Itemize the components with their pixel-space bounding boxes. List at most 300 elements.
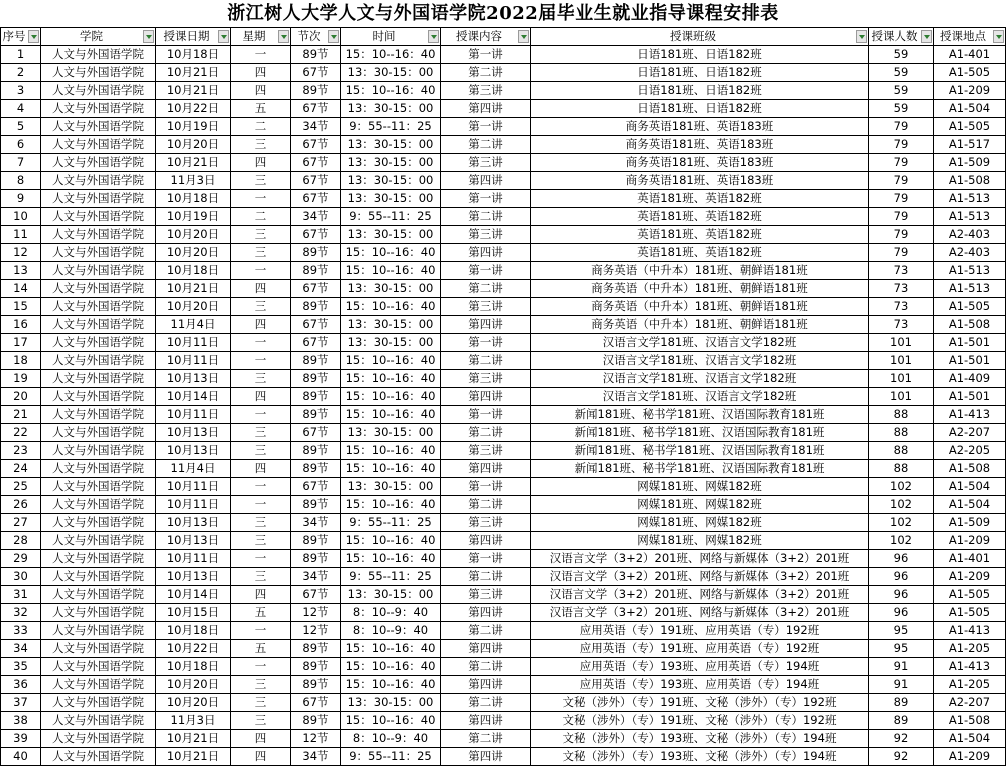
cell-room[interactable]: A1-504 <box>934 478 1006 496</box>
cell-count[interactable]: 88 <box>869 424 934 442</box>
cell-class[interactable]: 英语181班、英语182班 <box>531 190 869 208</box>
cell-college[interactable]: 人文与外国语学院 <box>41 622 156 640</box>
cell-class[interactable]: 日语181班、日语182班 <box>531 64 869 82</box>
cell-content[interactable]: 第四讲 <box>441 460 531 478</box>
cell-period[interactable]: 12节 <box>291 622 341 640</box>
filter-dropdown-icon[interactable] <box>856 30 867 43</box>
cell-college[interactable]: 人文与外国语学院 <box>41 46 156 64</box>
cell-period[interactable]: 67节 <box>291 136 341 154</box>
cell-weekday[interactable]: 三 <box>231 424 291 442</box>
cell-date[interactable]: 10月21日 <box>156 280 231 298</box>
cell-weekday[interactable]: 四 <box>231 730 291 748</box>
cell-date[interactable]: 10月22日 <box>156 100 231 118</box>
cell-date[interactable]: 10月11日 <box>156 334 231 352</box>
cell-college[interactable]: 人文与外国语学院 <box>41 298 156 316</box>
cell-college[interactable]: 人文与外国语学院 <box>41 424 156 442</box>
cell-time[interactable]: 13：30-15：00 <box>341 136 441 154</box>
cell-weekday[interactable]: 一 <box>231 658 291 676</box>
cell-weekday[interactable]: 四 <box>231 460 291 478</box>
cell-date[interactable]: 10月18日 <box>156 190 231 208</box>
cell-college[interactable]: 人文与外国语学院 <box>41 406 156 424</box>
filter-dropdown-icon[interactable] <box>428 30 439 43</box>
cell-content[interactable]: 第二讲 <box>441 694 531 712</box>
cell-period[interactable]: 34节 <box>291 568 341 586</box>
cell-index[interactable]: 31 <box>1 586 41 604</box>
cell-time[interactable]: 15：10--16：40 <box>341 640 441 658</box>
cell-weekday[interactable]: 三 <box>231 226 291 244</box>
cell-index[interactable]: 11 <box>1 226 41 244</box>
cell-date[interactable]: 10月21日 <box>156 748 231 766</box>
cell-room[interactable]: A1-401 <box>934 550 1006 568</box>
cell-content[interactable]: 第二讲 <box>441 424 531 442</box>
cell-time[interactable]: 15：10--16：40 <box>341 442 441 460</box>
cell-time[interactable]: 15：10--16：40 <box>341 388 441 406</box>
cell-college[interactable]: 人文与外国语学院 <box>41 532 156 550</box>
cell-weekday[interactable]: 二 <box>231 208 291 226</box>
cell-period[interactable]: 89节 <box>291 658 341 676</box>
cell-period[interactable]: 67节 <box>291 154 341 172</box>
cell-room[interactable]: A1-513 <box>934 208 1006 226</box>
cell-college[interactable]: 人文与外国语学院 <box>41 100 156 118</box>
cell-college[interactable]: 人文与外国语学院 <box>41 676 156 694</box>
cell-index[interactable]: 4 <box>1 100 41 118</box>
cell-index[interactable]: 14 <box>1 280 41 298</box>
cell-period[interactable]: 67节 <box>291 424 341 442</box>
cell-count[interactable]: 79 <box>869 118 934 136</box>
cell-class[interactable]: 汉语言文学（3+2）201班、网络与新媒体（3+2）201班 <box>531 550 869 568</box>
cell-class[interactable]: 英语181班、英语182班 <box>531 244 869 262</box>
cell-time[interactable]: 8：10--9：40 <box>341 604 441 622</box>
cell-date[interactable]: 10月11日 <box>156 496 231 514</box>
cell-room[interactable]: A1-508 <box>934 316 1006 334</box>
cell-index[interactable]: 1 <box>1 46 41 64</box>
filter-dropdown-icon[interactable] <box>28 30 39 43</box>
cell-date[interactable]: 11月3日 <box>156 172 231 190</box>
cell-room[interactable]: A1-505 <box>934 64 1006 82</box>
cell-count[interactable]: 79 <box>869 136 934 154</box>
cell-weekday[interactable]: 三 <box>231 244 291 262</box>
filter-dropdown-icon[interactable] <box>328 30 339 43</box>
cell-content[interactable]: 第一讲 <box>441 406 531 424</box>
cell-index[interactable]: 10 <box>1 208 41 226</box>
cell-content[interactable]: 第三讲 <box>441 82 531 100</box>
cell-class[interactable]: 汉语言文学181班、汉语言文学182班 <box>531 370 869 388</box>
cell-index[interactable]: 34 <box>1 640 41 658</box>
cell-room[interactable]: A1-513 <box>934 280 1006 298</box>
cell-date[interactable]: 10月14日 <box>156 388 231 406</box>
cell-period[interactable]: 89节 <box>291 460 341 478</box>
cell-time[interactable]: 13：30-15：00 <box>341 478 441 496</box>
cell-count[interactable]: 79 <box>869 190 934 208</box>
cell-content[interactable]: 第二讲 <box>441 64 531 82</box>
cell-college[interactable]: 人文与外国语学院 <box>41 352 156 370</box>
cell-class[interactable]: 应用英语（专）191班、应用英语（专）192班 <box>531 622 869 640</box>
cell-weekday[interactable]: 四 <box>231 154 291 172</box>
cell-index[interactable]: 37 <box>1 694 41 712</box>
cell-time[interactable]: 13：30-15：00 <box>341 226 441 244</box>
cell-weekday[interactable]: 四 <box>231 316 291 334</box>
cell-college[interactable]: 人文与外国语学院 <box>41 748 156 766</box>
cell-count[interactable]: 79 <box>869 208 934 226</box>
cell-period[interactable]: 89节 <box>291 388 341 406</box>
cell-index[interactable]: 17 <box>1 334 41 352</box>
cell-college[interactable]: 人文与外国语学院 <box>41 226 156 244</box>
cell-index[interactable]: 20 <box>1 388 41 406</box>
cell-time[interactable]: 15：10--16：40 <box>341 370 441 388</box>
cell-weekday[interactable]: 四 <box>231 82 291 100</box>
cell-college[interactable]: 人文与外国语学院 <box>41 460 156 478</box>
cell-content[interactable]: 第四讲 <box>441 172 531 190</box>
cell-college[interactable]: 人文与外国语学院 <box>41 118 156 136</box>
cell-college[interactable]: 人文与外国语学院 <box>41 82 156 100</box>
cell-date[interactable]: 10月14日 <box>156 586 231 604</box>
cell-college[interactable]: 人文与外国语学院 <box>41 514 156 532</box>
cell-class[interactable]: 日语181班、日语182班 <box>531 46 869 64</box>
cell-weekday[interactable]: 三 <box>231 568 291 586</box>
cell-content[interactable]: 第四讲 <box>441 388 531 406</box>
cell-content[interactable]: 第一讲 <box>441 190 531 208</box>
cell-content[interactable]: 第一讲 <box>441 550 531 568</box>
cell-time[interactable]: 9：55--11：25 <box>341 208 441 226</box>
cell-class[interactable]: 新闻181班、秘书学181班、汉语国际教育181班 <box>531 424 869 442</box>
cell-period[interactable]: 89节 <box>291 496 341 514</box>
cell-count[interactable]: 73 <box>869 262 934 280</box>
cell-content[interactable]: 第二讲 <box>441 496 531 514</box>
cell-date[interactable]: 10月20日 <box>156 226 231 244</box>
cell-index[interactable]: 5 <box>1 118 41 136</box>
cell-weekday[interactable]: 一 <box>231 622 291 640</box>
cell-room[interactable]: A2-207 <box>934 694 1006 712</box>
cell-weekday[interactable]: 三 <box>231 694 291 712</box>
cell-count[interactable]: 102 <box>869 496 934 514</box>
cell-index[interactable]: 35 <box>1 658 41 676</box>
cell-count[interactable]: 102 <box>869 514 934 532</box>
cell-count[interactable]: 95 <box>869 640 934 658</box>
cell-period[interactable]: 67节 <box>291 280 341 298</box>
cell-room[interactable]: A1-505 <box>934 586 1006 604</box>
cell-weekday[interactable]: 五 <box>231 640 291 658</box>
cell-weekday[interactable]: 一 <box>231 550 291 568</box>
cell-class[interactable]: 网媒181班、网媒182班 <box>531 496 869 514</box>
cell-time[interactable]: 15：10--16：40 <box>341 550 441 568</box>
cell-period[interactable]: 89节 <box>291 640 341 658</box>
cell-weekday[interactable]: 三 <box>231 370 291 388</box>
cell-date[interactable]: 10月13日 <box>156 532 231 550</box>
cell-class[interactable]: 日语181班、日语182班 <box>531 100 869 118</box>
cell-period[interactable]: 34节 <box>291 208 341 226</box>
cell-room[interactable]: A1-501 <box>934 334 1006 352</box>
cell-room[interactable]: A1-513 <box>934 262 1006 280</box>
cell-class[interactable]: 文秘（涉外）（专）191班、文秘（涉外）（专）192班 <box>531 712 869 730</box>
cell-period[interactable]: 67节 <box>291 190 341 208</box>
cell-time[interactable]: 13：30-15：00 <box>341 334 441 352</box>
cell-room[interactable]: A2-205 <box>934 442 1006 460</box>
cell-college[interactable]: 人文与外国语学院 <box>41 370 156 388</box>
cell-index[interactable]: 24 <box>1 460 41 478</box>
cell-class[interactable]: 商务英语181班、英语183班 <box>531 118 869 136</box>
cell-period[interactable]: 34节 <box>291 118 341 136</box>
cell-college[interactable]: 人文与外国语学院 <box>41 694 156 712</box>
cell-count[interactable]: 89 <box>869 694 934 712</box>
cell-weekday[interactable]: 四 <box>231 748 291 766</box>
cell-weekday[interactable]: 三 <box>231 514 291 532</box>
cell-weekday[interactable]: 一 <box>231 46 291 64</box>
cell-college[interactable]: 人文与外国语学院 <box>41 208 156 226</box>
cell-content[interactable]: 第三讲 <box>441 226 531 244</box>
cell-class[interactable]: 汉语言文学（3+2）201班、网络与新媒体（3+2）201班 <box>531 604 869 622</box>
cell-date[interactable]: 10月18日 <box>156 262 231 280</box>
cell-date[interactable]: 10月13日 <box>156 568 231 586</box>
cell-index[interactable]: 36 <box>1 676 41 694</box>
cell-date[interactable]: 10月18日 <box>156 622 231 640</box>
cell-college[interactable]: 人文与外国语学院 <box>41 730 156 748</box>
cell-weekday[interactable]: 五 <box>231 604 291 622</box>
cell-date[interactable]: 10月19日 <box>156 208 231 226</box>
cell-count[interactable]: 96 <box>869 586 934 604</box>
cell-index[interactable]: 13 <box>1 262 41 280</box>
cell-period[interactable]: 89节 <box>291 298 341 316</box>
cell-time[interactable]: 13：30-15：00 <box>341 172 441 190</box>
cell-time[interactable]: 13：30-15：00 <box>341 64 441 82</box>
cell-time[interactable]: 15：10--16：40 <box>341 676 441 694</box>
cell-college[interactable]: 人文与外国语学院 <box>41 64 156 82</box>
filter-dropdown-icon[interactable] <box>518 30 529 43</box>
cell-room[interactable]: A2-403 <box>934 226 1006 244</box>
cell-content[interactable]: 第三讲 <box>441 514 531 532</box>
cell-weekday[interactable]: 一 <box>231 496 291 514</box>
cell-class[interactable]: 英语181班、英语182班 <box>531 208 869 226</box>
cell-count[interactable]: 59 <box>869 64 934 82</box>
cell-room[interactable]: A1-508 <box>934 460 1006 478</box>
cell-class[interactable]: 商务英语181班、英语183班 <box>531 154 869 172</box>
cell-time[interactable]: 9：55--11：25 <box>341 514 441 532</box>
cell-content[interactable]: 第二讲 <box>441 208 531 226</box>
cell-weekday[interactable]: 三 <box>231 172 291 190</box>
cell-date[interactable]: 10月13日 <box>156 370 231 388</box>
cell-count[interactable]: 59 <box>869 82 934 100</box>
cell-time[interactable]: 8：10--9：40 <box>341 622 441 640</box>
cell-content[interactable]: 第二讲 <box>441 658 531 676</box>
cell-room[interactable]: A1-504 <box>934 496 1006 514</box>
cell-date[interactable]: 10月11日 <box>156 406 231 424</box>
cell-time[interactable]: 15：10--16：40 <box>341 298 441 316</box>
cell-college[interactable]: 人文与外国语学院 <box>41 640 156 658</box>
cell-index[interactable]: 30 <box>1 568 41 586</box>
cell-index[interactable]: 29 <box>1 550 41 568</box>
cell-weekday[interactable]: 一 <box>231 262 291 280</box>
cell-count[interactable]: 91 <box>869 658 934 676</box>
cell-class[interactable]: 网媒181班、网媒182班 <box>531 478 869 496</box>
cell-college[interactable]: 人文与外国语学院 <box>41 604 156 622</box>
cell-room[interactable]: A1-205 <box>934 676 1006 694</box>
cell-class[interactable]: 日语181班、日语182班 <box>531 82 869 100</box>
cell-content[interactable]: 第二讲 <box>441 730 531 748</box>
cell-college[interactable]: 人文与外国语学院 <box>41 190 156 208</box>
cell-room[interactable]: A1-401 <box>934 46 1006 64</box>
cell-room[interactable]: A1-413 <box>934 658 1006 676</box>
cell-room[interactable]: A1-508 <box>934 712 1006 730</box>
cell-room[interactable]: A2-207 <box>934 424 1006 442</box>
cell-count[interactable]: 96 <box>869 550 934 568</box>
cell-college[interactable]: 人文与外国语学院 <box>41 388 156 406</box>
cell-count[interactable]: 79 <box>869 244 934 262</box>
cell-content[interactable]: 第三讲 <box>441 370 531 388</box>
cell-period[interactable]: 89节 <box>291 550 341 568</box>
cell-index[interactable]: 7 <box>1 154 41 172</box>
cell-weekday[interactable]: 一 <box>231 190 291 208</box>
cell-count[interactable]: 88 <box>869 406 934 424</box>
cell-period[interactable]: 34节 <box>291 748 341 766</box>
cell-college[interactable]: 人文与外国语学院 <box>41 136 156 154</box>
cell-count[interactable]: 101 <box>869 370 934 388</box>
filter-dropdown-icon[interactable] <box>278 30 289 43</box>
cell-time[interactable]: 15：10--16：40 <box>341 658 441 676</box>
cell-time[interactable]: 15：10--16：40 <box>341 496 441 514</box>
cell-content[interactable]: 第四讲 <box>441 712 531 730</box>
cell-period[interactable]: 67节 <box>291 172 341 190</box>
cell-class[interactable]: 应用英语（专）193班、应用英语（专）194班 <box>531 658 869 676</box>
cell-class[interactable]: 汉语言文学（3+2）201班、网络与新媒体（3+2）201班 <box>531 586 869 604</box>
cell-index[interactable]: 27 <box>1 514 41 532</box>
cell-time[interactable]: 8：10--9：40 <box>341 730 441 748</box>
cell-count[interactable]: 101 <box>869 352 934 370</box>
cell-weekday[interactable]: 二 <box>231 118 291 136</box>
cell-weekday[interactable]: 三 <box>231 712 291 730</box>
cell-count[interactable]: 101 <box>869 334 934 352</box>
cell-count[interactable]: 92 <box>869 748 934 766</box>
cell-period[interactable]: 67节 <box>291 334 341 352</box>
cell-date[interactable]: 10月13日 <box>156 442 231 460</box>
cell-count[interactable]: 79 <box>869 154 934 172</box>
cell-date[interactable]: 10月20日 <box>156 694 231 712</box>
cell-period[interactable]: 89节 <box>291 352 341 370</box>
cell-index[interactable]: 25 <box>1 478 41 496</box>
cell-room[interactable]: A1-517 <box>934 136 1006 154</box>
cell-college[interactable]: 人文与外国语学院 <box>41 586 156 604</box>
cell-class[interactable]: 商务英语（中升本）181班、朝鲜语181班 <box>531 262 869 280</box>
cell-index[interactable]: 26 <box>1 496 41 514</box>
cell-room[interactable]: A1-505 <box>934 118 1006 136</box>
filter-dropdown-icon[interactable] <box>218 30 229 43</box>
cell-content[interactable]: 第一讲 <box>441 46 531 64</box>
cell-content[interactable]: 第四讲 <box>441 532 531 550</box>
cell-date[interactable]: 10月21日 <box>156 64 231 82</box>
cell-date[interactable]: 10月21日 <box>156 82 231 100</box>
filter-dropdown-icon[interactable] <box>993 30 1004 43</box>
cell-time[interactable]: 15：10--16：40 <box>341 406 441 424</box>
cell-class[interactable]: 文秘（涉外）（专）193班、文秘（涉外）（专）194班 <box>531 730 869 748</box>
cell-college[interactable]: 人文与外国语学院 <box>41 478 156 496</box>
cell-content[interactable]: 第三讲 <box>441 298 531 316</box>
cell-content[interactable]: 第四讲 <box>441 640 531 658</box>
cell-content[interactable]: 第四讲 <box>441 244 531 262</box>
cell-period[interactable]: 89节 <box>291 262 341 280</box>
cell-class[interactable]: 商务英语（中升本）181班、朝鲜语181班 <box>531 298 869 316</box>
cell-period[interactable]: 67节 <box>291 478 341 496</box>
cell-period[interactable]: 67节 <box>291 100 341 118</box>
cell-period[interactable]: 34节 <box>291 514 341 532</box>
cell-index[interactable]: 2 <box>1 64 41 82</box>
cell-class[interactable]: 汉语言文学181班、汉语言文学182班 <box>531 334 869 352</box>
cell-time[interactable]: 13：30-15：00 <box>341 190 441 208</box>
cell-class[interactable]: 文秘（涉外）（专）193班、文秘（涉外）（专）194班 <box>531 748 869 766</box>
cell-index[interactable]: 22 <box>1 424 41 442</box>
cell-period[interactable]: 67节 <box>291 64 341 82</box>
cell-count[interactable]: 96 <box>869 604 934 622</box>
cell-content[interactable]: 第四讲 <box>441 100 531 118</box>
cell-count[interactable]: 95 <box>869 622 934 640</box>
cell-class[interactable]: 汉语言文学181班、汉语言文学182班 <box>531 352 869 370</box>
cell-class[interactable]: 新闻181班、秘书学181班、汉语国际教育181班 <box>531 442 869 460</box>
cell-index[interactable]: 3 <box>1 82 41 100</box>
cell-content[interactable]: 第二讲 <box>441 622 531 640</box>
cell-class[interactable]: 商务英语（中升本）181班、朝鲜语181班 <box>531 280 869 298</box>
cell-index[interactable]: 12 <box>1 244 41 262</box>
cell-time[interactable]: 13：30-15：00 <box>341 280 441 298</box>
cell-period[interactable]: 89节 <box>291 46 341 64</box>
cell-weekday[interactable]: 四 <box>231 280 291 298</box>
cell-index[interactable]: 28 <box>1 532 41 550</box>
cell-room[interactable]: A1-504 <box>934 100 1006 118</box>
cell-date[interactable]: 10月20日 <box>156 244 231 262</box>
cell-class[interactable]: 应用英语（专）191班、应用英语（专）192班 <box>531 640 869 658</box>
cell-college[interactable]: 人文与外国语学院 <box>41 154 156 172</box>
cell-class[interactable]: 汉语言文学181班、汉语言文学182班 <box>531 388 869 406</box>
cell-room[interactable]: A1-505 <box>934 298 1006 316</box>
cell-time[interactable]: 13：30-15：00 <box>341 316 441 334</box>
cell-count[interactable]: 73 <box>869 298 934 316</box>
cell-time[interactable]: 13：30-15：00 <box>341 694 441 712</box>
cell-weekday[interactable]: 三 <box>231 298 291 316</box>
cell-weekday[interactable]: 三 <box>231 442 291 460</box>
cell-period[interactable]: 89节 <box>291 676 341 694</box>
cell-date[interactable]: 11月3日 <box>156 712 231 730</box>
cell-date[interactable]: 11月4日 <box>156 316 231 334</box>
cell-class[interactable]: 商务英语（中升本）181班、朝鲜语181班 <box>531 316 869 334</box>
cell-period[interactable]: 12节 <box>291 730 341 748</box>
cell-room[interactable]: A1-508 <box>934 172 1006 190</box>
cell-weekday[interactable]: 四 <box>231 64 291 82</box>
cell-weekday[interactable]: 三 <box>231 532 291 550</box>
cell-time[interactable]: 15：10--16：40 <box>341 244 441 262</box>
cell-date[interactable]: 10月18日 <box>156 658 231 676</box>
cell-content[interactable]: 第四讲 <box>441 316 531 334</box>
cell-index[interactable]: 23 <box>1 442 41 460</box>
cell-college[interactable]: 人文与外国语学院 <box>41 316 156 334</box>
cell-content[interactable]: 第二讲 <box>441 136 531 154</box>
cell-index[interactable]: 19 <box>1 370 41 388</box>
cell-time[interactable]: 15：10--16：40 <box>341 712 441 730</box>
cell-content[interactable]: 第四讲 <box>441 676 531 694</box>
cell-time[interactable]: 13：30-15：00 <box>341 154 441 172</box>
cell-room[interactable]: A1-209 <box>934 532 1006 550</box>
cell-college[interactable]: 人文与外国语学院 <box>41 334 156 352</box>
cell-class[interactable]: 应用英语（专）193班、应用英语（专）194班 <box>531 676 869 694</box>
cell-date[interactable]: 10月11日 <box>156 478 231 496</box>
cell-date[interactable]: 10月20日 <box>156 298 231 316</box>
cell-content[interactable]: 第二讲 <box>441 280 531 298</box>
cell-time[interactable]: 15：10--16：40 <box>341 352 441 370</box>
cell-room[interactable]: A1-505 <box>934 604 1006 622</box>
cell-date[interactable]: 10月21日 <box>156 154 231 172</box>
cell-content[interactable]: 第一讲 <box>441 334 531 352</box>
cell-college[interactable]: 人文与外国语学院 <box>41 658 156 676</box>
cell-date[interactable]: 10月19日 <box>156 118 231 136</box>
cell-index[interactable]: 33 <box>1 622 41 640</box>
cell-room[interactable]: A1-413 <box>934 622 1006 640</box>
cell-room[interactable]: A1-509 <box>934 514 1006 532</box>
cell-count[interactable]: 102 <box>869 478 934 496</box>
